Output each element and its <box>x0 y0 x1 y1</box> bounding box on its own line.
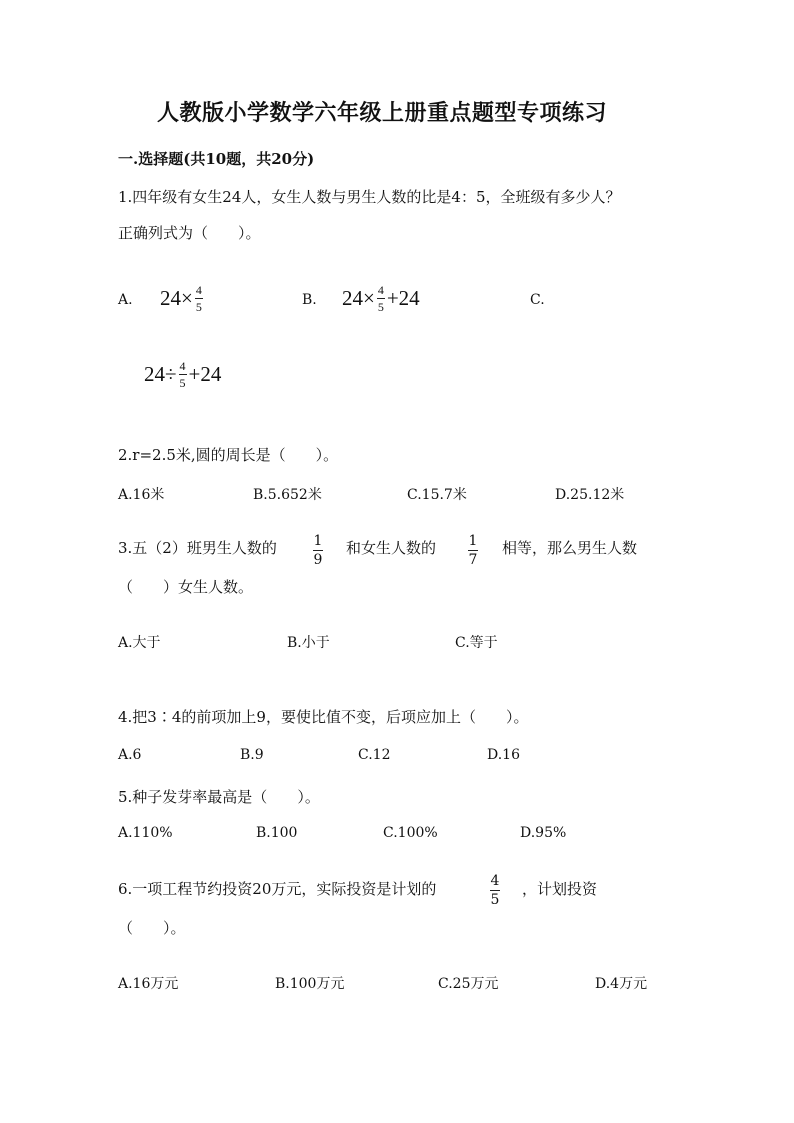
q3-fraction-2-numerator: 1 <box>468 533 478 549</box>
fraction-bar <box>490 890 500 891</box>
q1-b-tail: +24 <box>386 286 420 310</box>
q6-fraction-denominator: 5 <box>490 892 500 908</box>
question-5: 5.种子发芽率最高是（ ）。 <box>118 788 320 806</box>
question-4: 4.把3∶4的前项加上9，要使比值不变，后项应加上（ ）。 <box>118 708 529 726</box>
q2-option-b: B.5.652米 <box>253 487 322 503</box>
q1-option-b-label: B. <box>302 292 317 308</box>
q4-option-d: D.16 <box>487 747 520 763</box>
question-1-line-1: 1.四年级有女生24人，女生人数与男生人数的比是4：5，全班级有多少人？ <box>118 188 621 206</box>
q1-a-base: 24× <box>160 286 193 310</box>
q5-option-c: C.100% <box>383 825 438 841</box>
q1-option-b-expression <box>342 284 420 313</box>
q3-fraction-1-denominator: 9 <box>313 552 323 568</box>
q1-a-fraction <box>195 284 203 313</box>
fraction-bar <box>179 374 187 375</box>
q2-option-d: D.25.12米 <box>555 487 625 503</box>
q1-b-base: 24× <box>342 286 375 310</box>
q3-fraction-1-numerator: 1 <box>313 533 323 549</box>
q3-fraction-2 <box>468 534 478 567</box>
q3-fraction-1 <box>313 534 323 567</box>
q1-option-a-expression <box>160 284 205 313</box>
q6-fraction <box>490 874 500 907</box>
q4-option-b: B.9 <box>240 747 264 763</box>
q1-c-denominator: 5 <box>179 376 186 390</box>
fraction-bar <box>468 550 478 551</box>
q6-fraction-numerator: 4 <box>490 873 500 889</box>
q1-b-fraction <box>377 284 385 313</box>
fraction-bar <box>313 550 323 551</box>
q4-option-a: A.6 <box>118 747 142 763</box>
q5-option-b: B.100 <box>256 825 298 841</box>
section-heading: 一.选择题(共10题，共20分) <box>118 150 315 168</box>
q6-option-a: A.16万元 <box>118 976 179 992</box>
q1-option-c-label: C. <box>530 292 545 308</box>
q1-a-numerator: 4 <box>195 283 202 297</box>
question-3-part-1: 3.五（2）班男生人数的 <box>118 539 277 557</box>
q1-b-numerator: 4 <box>377 283 384 297</box>
question-6-line-2: （ ）。 <box>118 919 186 937</box>
fraction-bar <box>377 298 385 299</box>
q1-c-base: 24÷ <box>144 362 177 386</box>
question-3-part-3: 相等，那么男生人数 <box>502 539 638 557</box>
q3-option-c: C.等于 <box>455 635 498 651</box>
q6-option-b: B.100万元 <box>275 976 345 992</box>
q1-a-denominator: 5 <box>195 300 202 314</box>
q1-b-denominator: 5 <box>377 300 384 314</box>
question-6-part-2: ，计划投资 <box>522 880 598 898</box>
fraction-bar <box>195 298 203 299</box>
q6-option-c: C.25万元 <box>438 976 499 992</box>
q3-option-a: A.大于 <box>118 635 161 651</box>
page-title: 人教版小学数学六年级上册重点题型专项练习 <box>157 100 608 126</box>
q5-option-a: A.110% <box>118 825 173 841</box>
q6-option-d: D.4万元 <box>595 976 648 992</box>
question-3-part-2: 和女生人数的 <box>346 539 437 557</box>
q2-option-c: C.15.7米 <box>407 487 467 503</box>
question-3-line-2: （ ）女生人数。 <box>118 578 254 596</box>
q2-option-a: A.16米 <box>118 487 165 503</box>
q1-option-c-expression <box>144 360 221 389</box>
q1-option-a-label: A. <box>118 292 133 308</box>
q1-c-numerator: 4 <box>179 359 186 373</box>
q1-c-tail: +24 <box>188 362 222 386</box>
q5-option-d: D.95% <box>520 825 567 841</box>
q3-fraction-2-denominator: 7 <box>468 552 478 568</box>
q1-c-fraction <box>179 360 187 389</box>
question-1-line-2: 正确列式为（ ）。 <box>118 224 261 242</box>
q4-option-c: C.12 <box>358 747 391 763</box>
q3-option-b: B.小于 <box>287 635 330 651</box>
question-2: 2.r=2.5米,圆的周长是（ ）。 <box>118 446 339 464</box>
question-6-part-1: 6.一项工程节约投资20万元，实际投资是计划的 <box>118 880 437 898</box>
